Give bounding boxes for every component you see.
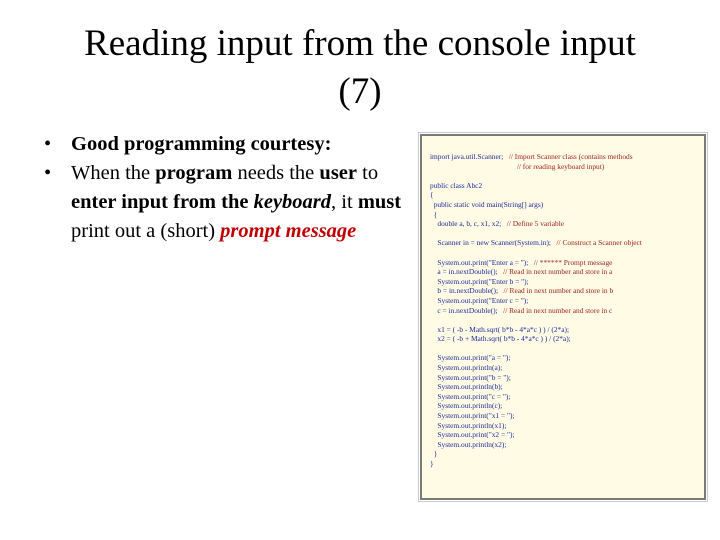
code-line <box>430 306 702 316</box>
bullet-text-run: must <box>357 191 402 213</box>
bullet-text-run: print out a (short) <box>71 220 221 242</box>
code-comment: // for reading keyboard input) <box>511 161 605 171</box>
code-statement: System.out.println(a); <box>430 363 503 373</box>
code-statement: System.out.print("c = "); <box>430 391 511 401</box>
code-statement: System.out.println(x2); <box>430 439 507 449</box>
code-statement: { <box>430 209 438 219</box>
bullet-text-run: to <box>357 162 379 184</box>
bullet-text-run: When the <box>71 162 156 184</box>
bullet-text-run: user <box>319 162 357 184</box>
code-line <box>430 382 702 392</box>
bullet-text-run: needs the <box>232 162 320 184</box>
code-screenshot <box>420 134 706 500</box>
bullet-text-run: keyboard <box>253 191 332 213</box>
code-line <box>430 325 702 335</box>
code-line <box>430 277 702 287</box>
code-line <box>430 190 702 200</box>
bullet-text-run: , it <box>331 191 358 213</box>
code-line <box>430 392 702 402</box>
code-line <box>430 363 702 373</box>
code-line <box>430 296 702 306</box>
code-statement: x2 = ( -b + Math.sqrt( b*b - 4*a*c ) ) / (2*a); <box>430 334 571 344</box>
code-statement: System.out.print("b = "); <box>430 372 511 382</box>
code-statement: System.out.print("x1 = "); <box>430 411 515 421</box>
code-line <box>430 373 702 383</box>
code-line <box>430 267 702 277</box>
code-statement: x1 = ( -b - Math.sqrt( b*b - 4*a*c ) ) / (2*a); <box>430 324 570 334</box>
code-statement: public static void main(String[] args) <box>430 199 544 209</box>
slide-title-line-1: Reading input from the console input <box>84 23 636 64</box>
code-statement <box>430 162 511 171</box>
code-line <box>430 152 702 162</box>
code-line <box>430 459 702 469</box>
code-statement: System.out.println(b); <box>430 382 503 392</box>
code-statement: System.out.print("Enter a = "); <box>430 257 529 267</box>
code-line <box>430 229 702 239</box>
code-statement: import java.util.Scanner; <box>430 152 504 161</box>
bullet-text-run: enter input from the <box>71 191 254 213</box>
code-line <box>430 181 702 191</box>
code-line <box>430 449 702 459</box>
code-comment: // Read in next number and store in a <box>497 267 613 277</box>
slide-title-line-2: (7) <box>338 71 382 112</box>
code-line <box>430 334 702 344</box>
bullet-text-run: prompt message <box>220 220 357 242</box>
code-statement: System.out.print("a = "); <box>430 353 511 363</box>
code-statement: System.out.print("Enter b = "); <box>430 276 529 286</box>
code-line <box>430 401 702 411</box>
code-statement: System.out.print("x2 = "); <box>430 430 515 440</box>
code-statement: double a, b, c, x1, x2; <box>430 219 502 229</box>
bullet-text-run: Good programming courtesy: <box>71 133 332 155</box>
code-line <box>430 200 702 210</box>
code-line <box>430 286 702 296</box>
code-statement: Scanner in = new Scanner(System.in); <box>430 238 551 248</box>
code-line <box>430 353 702 363</box>
code-line <box>430 430 702 440</box>
code-line <box>430 344 702 354</box>
code-statement: public class Abc2 <box>430 180 483 190</box>
code-line <box>430 315 702 325</box>
code-line <box>430 411 702 421</box>
code-line <box>430 210 702 220</box>
code-line <box>430 258 702 268</box>
code-line <box>430 421 702 431</box>
code-statement: b = in.nextDouble(); <box>430 286 499 296</box>
code-comment: // ****** Prompt message <box>528 257 613 267</box>
code-line <box>430 171 702 181</box>
code-comment: // Define 5 variable <box>501 219 565 229</box>
code-comment: // Construct a Scanner object <box>550 238 642 248</box>
bullet-marker: • <box>44 162 52 184</box>
bullet-text-run: program <box>155 162 233 184</box>
code-comment: // Read in next number and store in c <box>497 305 613 315</box>
code-statement: a = in.nextDouble(); <box>430 267 498 277</box>
bullet-item <box>44 159 414 246</box>
code-statement: { <box>430 190 434 200</box>
code-statement: System.out.print("Enter c = "); <box>430 295 529 305</box>
code-line <box>430 219 702 229</box>
bullet-marker: • <box>44 133 52 155</box>
code-statement: } <box>430 449 438 459</box>
slide-title <box>0 20 720 116</box>
code-line <box>430 162 702 172</box>
code-statement: System.out.println(x1); <box>430 420 507 430</box>
code-line <box>430 440 702 450</box>
bullet-item <box>44 130 414 159</box>
code-statement: c = in.nextDouble(); <box>430 305 498 315</box>
code-comment: // Read in next number and store in b <box>498 286 614 296</box>
code-statement: } <box>430 459 434 468</box>
code-statement: System.out.println(c); <box>430 401 503 411</box>
code-line <box>430 248 702 258</box>
code-listing <box>430 152 702 469</box>
code-line <box>430 238 702 248</box>
bullet-list <box>44 130 414 246</box>
code-comment: // Import Scanner class (contains methods <box>503 152 633 161</box>
